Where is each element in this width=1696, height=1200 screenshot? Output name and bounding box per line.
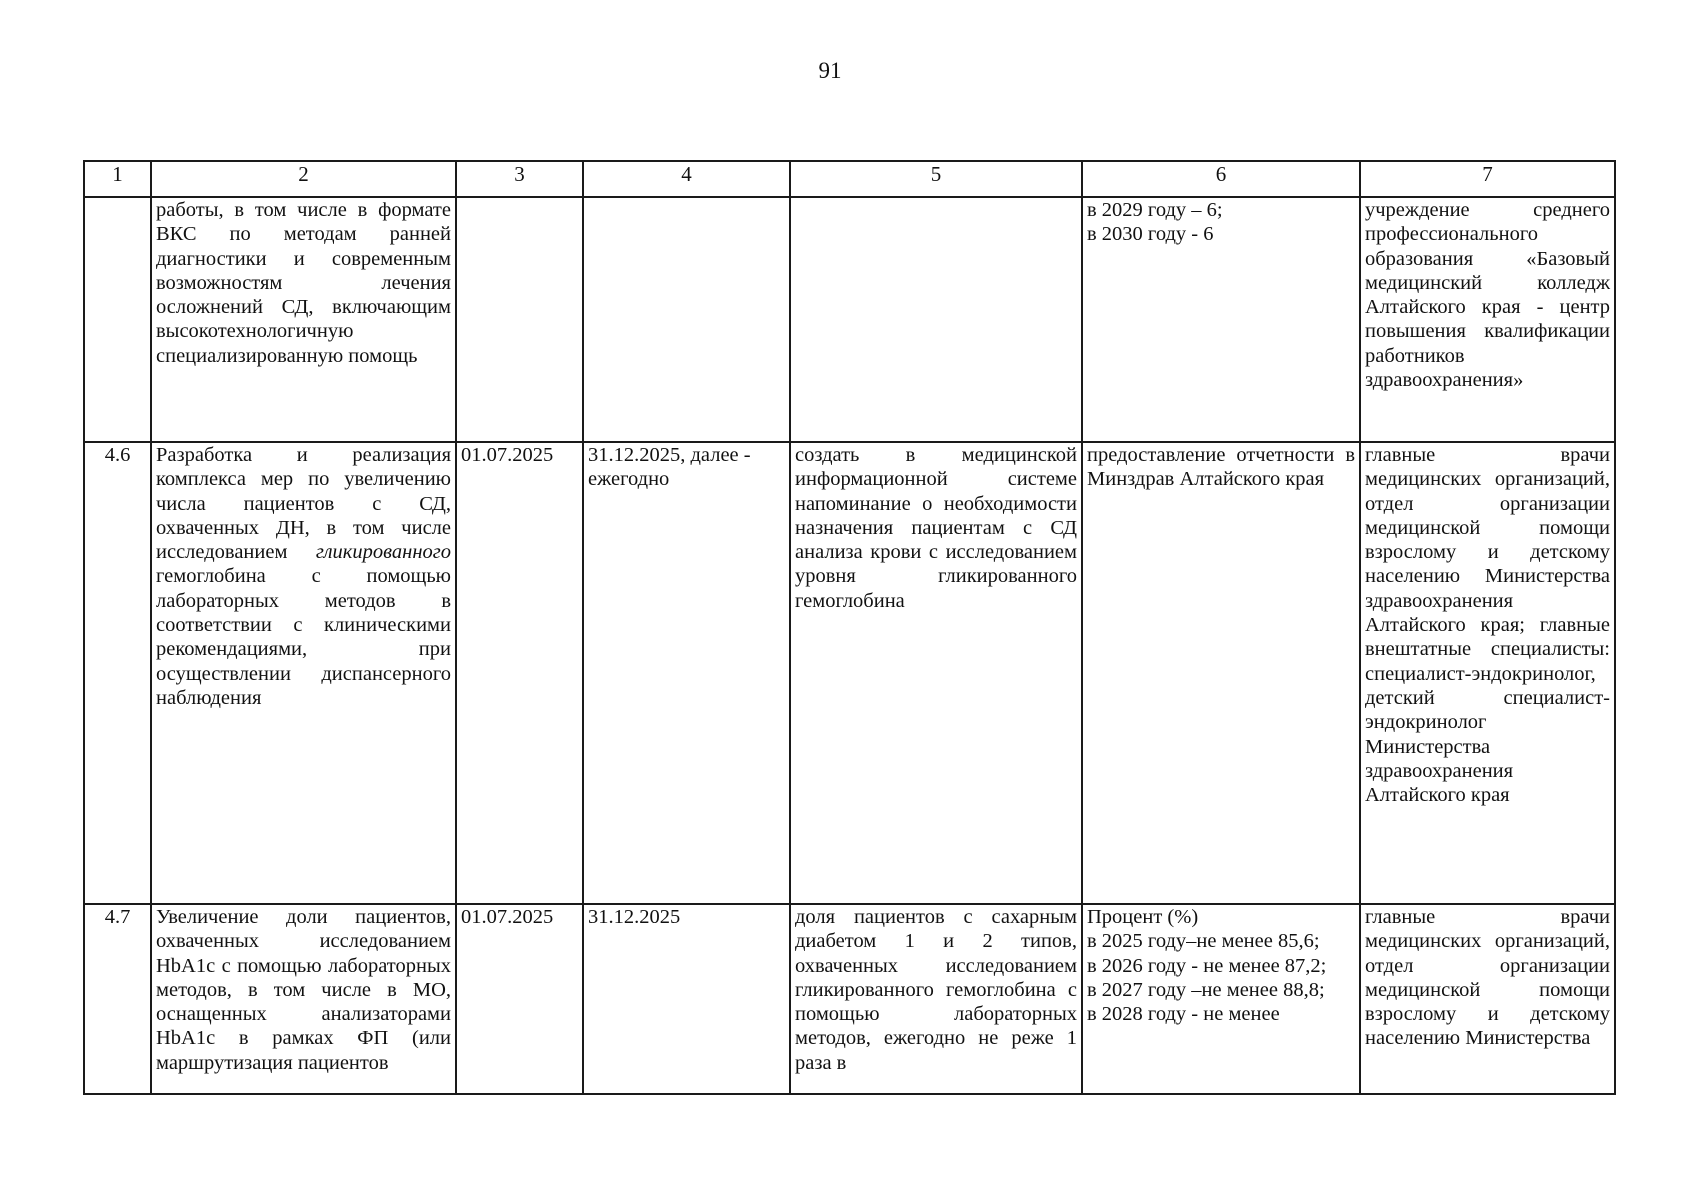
start-date-cell: 01.07.2025 bbox=[456, 904, 583, 1094]
end-date-cell: 31.12.2025 bbox=[583, 904, 790, 1094]
indicator-line: в 2026 году - не менее 87,2; bbox=[1087, 954, 1327, 977]
indicator-cell bbox=[1082, 904, 1360, 1094]
responsible-cell bbox=[1360, 904, 1615, 1094]
indicator-line: в 2028 году - не менее bbox=[1087, 1003, 1280, 1026]
table-row bbox=[84, 904, 1615, 1094]
header-row bbox=[84, 161, 1615, 197]
header-cell: 4 bbox=[583, 161, 790, 197]
header-cell: 1 bbox=[84, 161, 151, 197]
end-date-cell: 31.12.2025, далее - ежегодно bbox=[583, 442, 790, 904]
indicator-line: в 2027 году –не менее 88,8; bbox=[1087, 978, 1325, 1001]
header-cell: 7 bbox=[1360, 161, 1615, 197]
measure-italic-text: гликированного bbox=[315, 541, 451, 564]
measure-cell: работы, в том числе в формате ВКС по методам ранней диагностики и современным возможностям лечения осложнений СД, включающим высокотехнологичную специализированную помощь bbox=[151, 197, 456, 442]
table-row bbox=[84, 197, 1615, 442]
header-cell: 5 bbox=[790, 161, 1082, 197]
header-cell: 2 bbox=[151, 161, 456, 197]
header-cell: 3 bbox=[456, 161, 583, 197]
row-number bbox=[84, 197, 151, 442]
table-row bbox=[84, 442, 1615, 904]
measure-cell bbox=[151, 442, 456, 904]
indicator-line: в 2029 году – 6; bbox=[1087, 199, 1223, 221]
responsible-cell: главные врачи медицинских организаций, отдел организации медицинской помощи взрослому и детскому населению Министерства здравоохранения Алтайского края; главные внештатные специалисты: специалист-эндокринолог, детский специалист-эндокринолог Министерства здравоохранения Алтайского края bbox=[1360, 442, 1615, 904]
row-number: 4.6 bbox=[84, 442, 151, 904]
responsible-cell: учреждение среднего профессионального образования «Базовый медицинский колледж Алтайского края - центр повышения квалификации работников здравоохранения» bbox=[1360, 197, 1615, 442]
indicator-cell bbox=[1082, 197, 1360, 442]
end-date-cell bbox=[583, 197, 790, 442]
result-cell: создать в медицинской информационной системе напоминание о необходимости назначения пациентам с СД анализа крови с исследованием уровня гликированного гемоглобина bbox=[790, 442, 1082, 904]
indicator-line: Процент (%) bbox=[1087, 906, 1199, 928]
indicator-wrap bbox=[1087, 905, 1355, 1091]
indicator-line: в 2025 году–не менее 85,6; bbox=[1087, 930, 1320, 953]
measure-text: Разработка и реализация комплекса мер по увеличению числа пациентов с СД, охваченных ДН, в том числе исследованием bbox=[156, 444, 451, 564]
indicator-line: предоставление отчетности в Минздрав Алтайского края bbox=[1087, 444, 1355, 491]
indicator-line: в 2030 году - 6 bbox=[1087, 223, 1214, 246]
measure-tail-text: гемоглобина с помощью лабораторных методов в соответствии с клиническими рекомендациями, при осуществлении диспансерного наблюдения bbox=[156, 565, 451, 709]
page-number: 91 bbox=[818, 58, 842, 83]
start-date-cell bbox=[456, 197, 583, 442]
start-date-cell: 01.07.2025 bbox=[456, 442, 583, 904]
result-cell bbox=[790, 197, 1082, 442]
result-cell bbox=[790, 904, 1082, 1094]
action-plan-table bbox=[83, 160, 1616, 1095]
result-text: доля пациентов с сахарным диабетом 1 и 2 типов, охваченных исследованием гликированного гемоглобина с помощью лабораторных методов, ежегодно не реже 1 раза в bbox=[795, 906, 1077, 1074]
responsible-text: главные врачи медицинских организаций, отдел организации медицинской помощи взрослому и детскому населению Министерства bbox=[1365, 906, 1610, 1050]
indicator-cell bbox=[1082, 442, 1360, 904]
measure-text: Увеличение доли пациентов, охваченных исследованием HbA1c с помощью лабораторных методов, в том числе в МО, оснащенных анализаторами HbA1c в рамках ФП (или маршрутизация пациентов bbox=[156, 906, 451, 1074]
header-cell: 6 bbox=[1082, 161, 1360, 197]
row-number: 4.7 bbox=[84, 904, 151, 1094]
measure-cell bbox=[151, 904, 456, 1094]
